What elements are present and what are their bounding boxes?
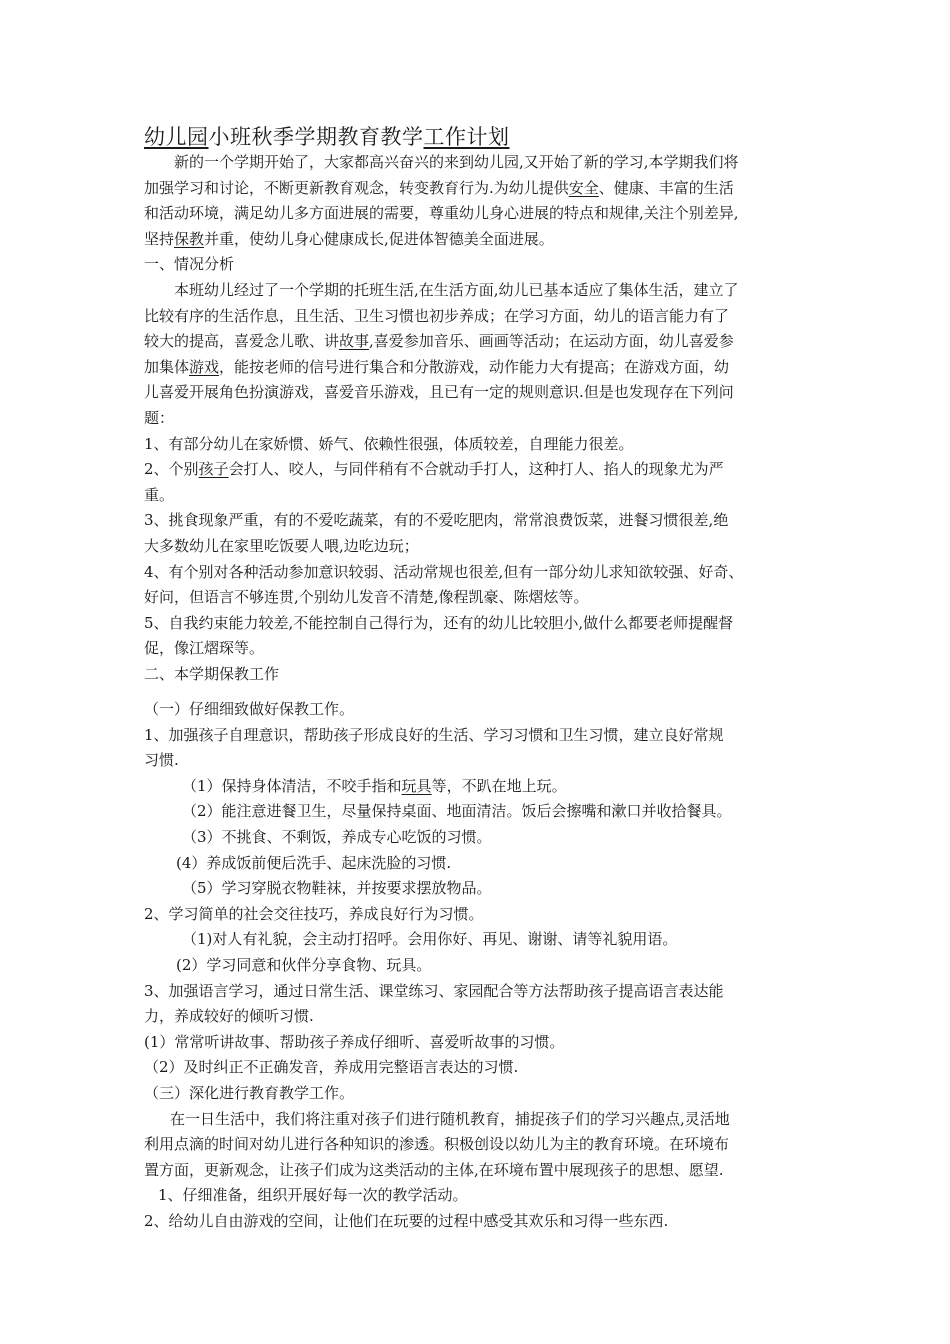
sub-item: （2）能注意进餐卫生，尽量保持桌面、地面清洁。饭后会擦嘴和漱口并收拾餐具。 (182, 802, 732, 821)
text-line: 习惯. (144, 751, 179, 770)
list-item: 5、自我约束能力较差,不能控制自己得行为，还有的幼儿比较胆小,做什么都要老师提醒督 (144, 613, 734, 632)
text-line: 大多数幼儿在家里吃饭要人喂,边吃边玩； (144, 536, 419, 555)
sub-item: （1)对人有礼貌，会主动打招呼。会用你好、再见、谢谢、请等礼貌用语。 (182, 930, 678, 949)
sub-item: （3）不挑食、不剩饭，养成专心吃饭的习惯。 (182, 827, 492, 846)
sub-item: （1）保持身体清洁，不咬手指和玩具等，不趴在地上玩。 (182, 776, 567, 795)
section-heading-1: 一、情况分析 (144, 255, 235, 274)
sub-item: （2）及时纠正不正确发音，养成用完整语言表达的习惯. (144, 1058, 519, 1077)
text-line: 力，养成较好的倾听习惯. (144, 1007, 314, 1026)
link-story[interactable]: 故事 (339, 332, 370, 351)
text-line: 和活动环境，满足幼儿多方面进展的需要，尊重幼儿身心进展的特点和规律,关注个别差异, (144, 204, 739, 223)
title-middle: 小班秋季学期教育教学 (208, 125, 424, 149)
title-link-work-plan[interactable]: 工作计划 (423, 125, 510, 149)
text-line: 儿喜爱开展角色扮演游戏，喜爱音乐游戏，且已有一定的规则意识.但是也发现存在下列问 (144, 383, 734, 402)
sub-item: (4）养成饭前便后洗手、起床洗脸的习惯. (176, 853, 452, 872)
link-care-education[interactable]: 保教 (174, 229, 205, 248)
section2-body (144, 697, 812, 1234)
list-item: 1、有部分幼儿在家娇惯、娇气、依赖性很强，体质较差，自理能力很差。 (144, 434, 634, 453)
text-line: 好问，但语言不够连贯,个别幼儿发音不清楚,像程凯豪、陈熠炫等。 (144, 588, 589, 607)
document-title (144, 123, 510, 151)
list-item: 1、仔细准备，组织开展好每一次的教学活动。 (158, 1186, 468, 1205)
subsection-heading-1: （一）仔细细致做好保教工作。 (144, 700, 355, 718)
list-item: 2、学习简单的社会交往技巧，养成良好行为习惯。 (144, 904, 484, 923)
intro-paragraph (144, 150, 812, 687)
text-line: 利用点滴的时间对幼儿进行各种知识的渗透。积极创设以幼儿为主的教育环境。在环境布 (144, 1135, 730, 1154)
section-heading-2: 二、本学期保教工作 (144, 664, 280, 683)
sub-item: （5）学习穿脱衣物鞋袜，并按要求摆放物品。 (182, 879, 492, 898)
subsection-heading-3: （三）深化进行教育教学工作。 (144, 1083, 355, 1102)
text-line: 比较有序的生活作息，且生活、卫生习惯也初步养成；在学习方面，幼儿的语言能力有了 (144, 306, 730, 325)
list-item: 3、加强语言学习，通过日常生活、课堂练习、家园配合等方法帮助孩子提高语言表达能 (144, 981, 724, 1000)
text-line: 重。 (144, 485, 175, 504)
link-game[interactable]: 游戏 (189, 357, 220, 376)
text-line: 促，像江熠琛等。 (144, 639, 265, 658)
link-safety[interactable]: 安全 (568, 178, 599, 197)
text-line: 题： (144, 408, 175, 427)
list-item: 2、个别孩子会打人、咬人，与同伴稍有不合就动手打人，这种打人、掐人的现象尤为严 (144, 460, 724, 479)
text-line: 加集体游戏，能按老师的信号进行集合和分散游戏，动作能力大有提高；在游戏方面，幼 (144, 357, 730, 376)
list-item: 1、加强孩子自理意识，帮助孩子形成良好的生活、学习习惯和卫生习惯，建立良好常规 (144, 725, 724, 744)
link-toy[interactable]: 玩具 (401, 776, 432, 795)
text-line: 加强学习和讨论，不断更新教育观念，转变教育行为.为幼儿提供安全、健康、丰富的生活 (144, 178, 734, 197)
title-link-kindergarten[interactable]: 幼儿园 (144, 125, 209, 149)
list-item: 3、挑食现象严重，有的不爱吃蔬菜，有的不爱吃肥肉，常常浪费饭菜，进餐习惯很差,绝 (144, 511, 729, 530)
text-line: 坚持保教并重，使幼儿身心健康成长,促进体智德美全面进展。 (144, 229, 554, 248)
text-line: 在一日生活中，我们将注重对孩子们进行随机教育，捕捉孩子们的学习兴趣点,灵活地 (170, 1109, 730, 1128)
list-item: 2、给幼儿自由游戏的空间，让他们在玩要的过程中感受其欢乐和习得一些东西. (144, 1211, 669, 1230)
sub-item: (1）常常听讲故事、帮助孩子养成仔细听、喜爱听故事的习惯。 (144, 1032, 565, 1051)
link-child[interactable]: 孩子 (198, 460, 229, 479)
text-line: 本班幼儿经过了一个学期的托班生活,在生活方面,幼儿已基本适应了集体生活，建立了 (174, 280, 739, 299)
text-line: 新的一个学期开始了，大家都高兴奋兴的来到幼儿园,又开始了新的学习,本学期我们将 (174, 153, 739, 171)
sub-item: (2）学习同意和伙伴分享食物、玩具。 (176, 955, 432, 974)
text-line: 较大的提高，喜爱念儿歌、讲故事,喜爱参加音乐、画画等活动；在运动方面，幼儿喜爱参 (144, 332, 734, 351)
text-line: 置方面，更新观念，让孩子们成为这类活动的主体,在环境布置中展现孩子的思想、愿望. (144, 1160, 724, 1179)
list-item: 4、有个别对各种活动参加意识较弱、活动常规也很差,但有一部分幼儿求知欲较强、好奇、 (144, 562, 744, 581)
